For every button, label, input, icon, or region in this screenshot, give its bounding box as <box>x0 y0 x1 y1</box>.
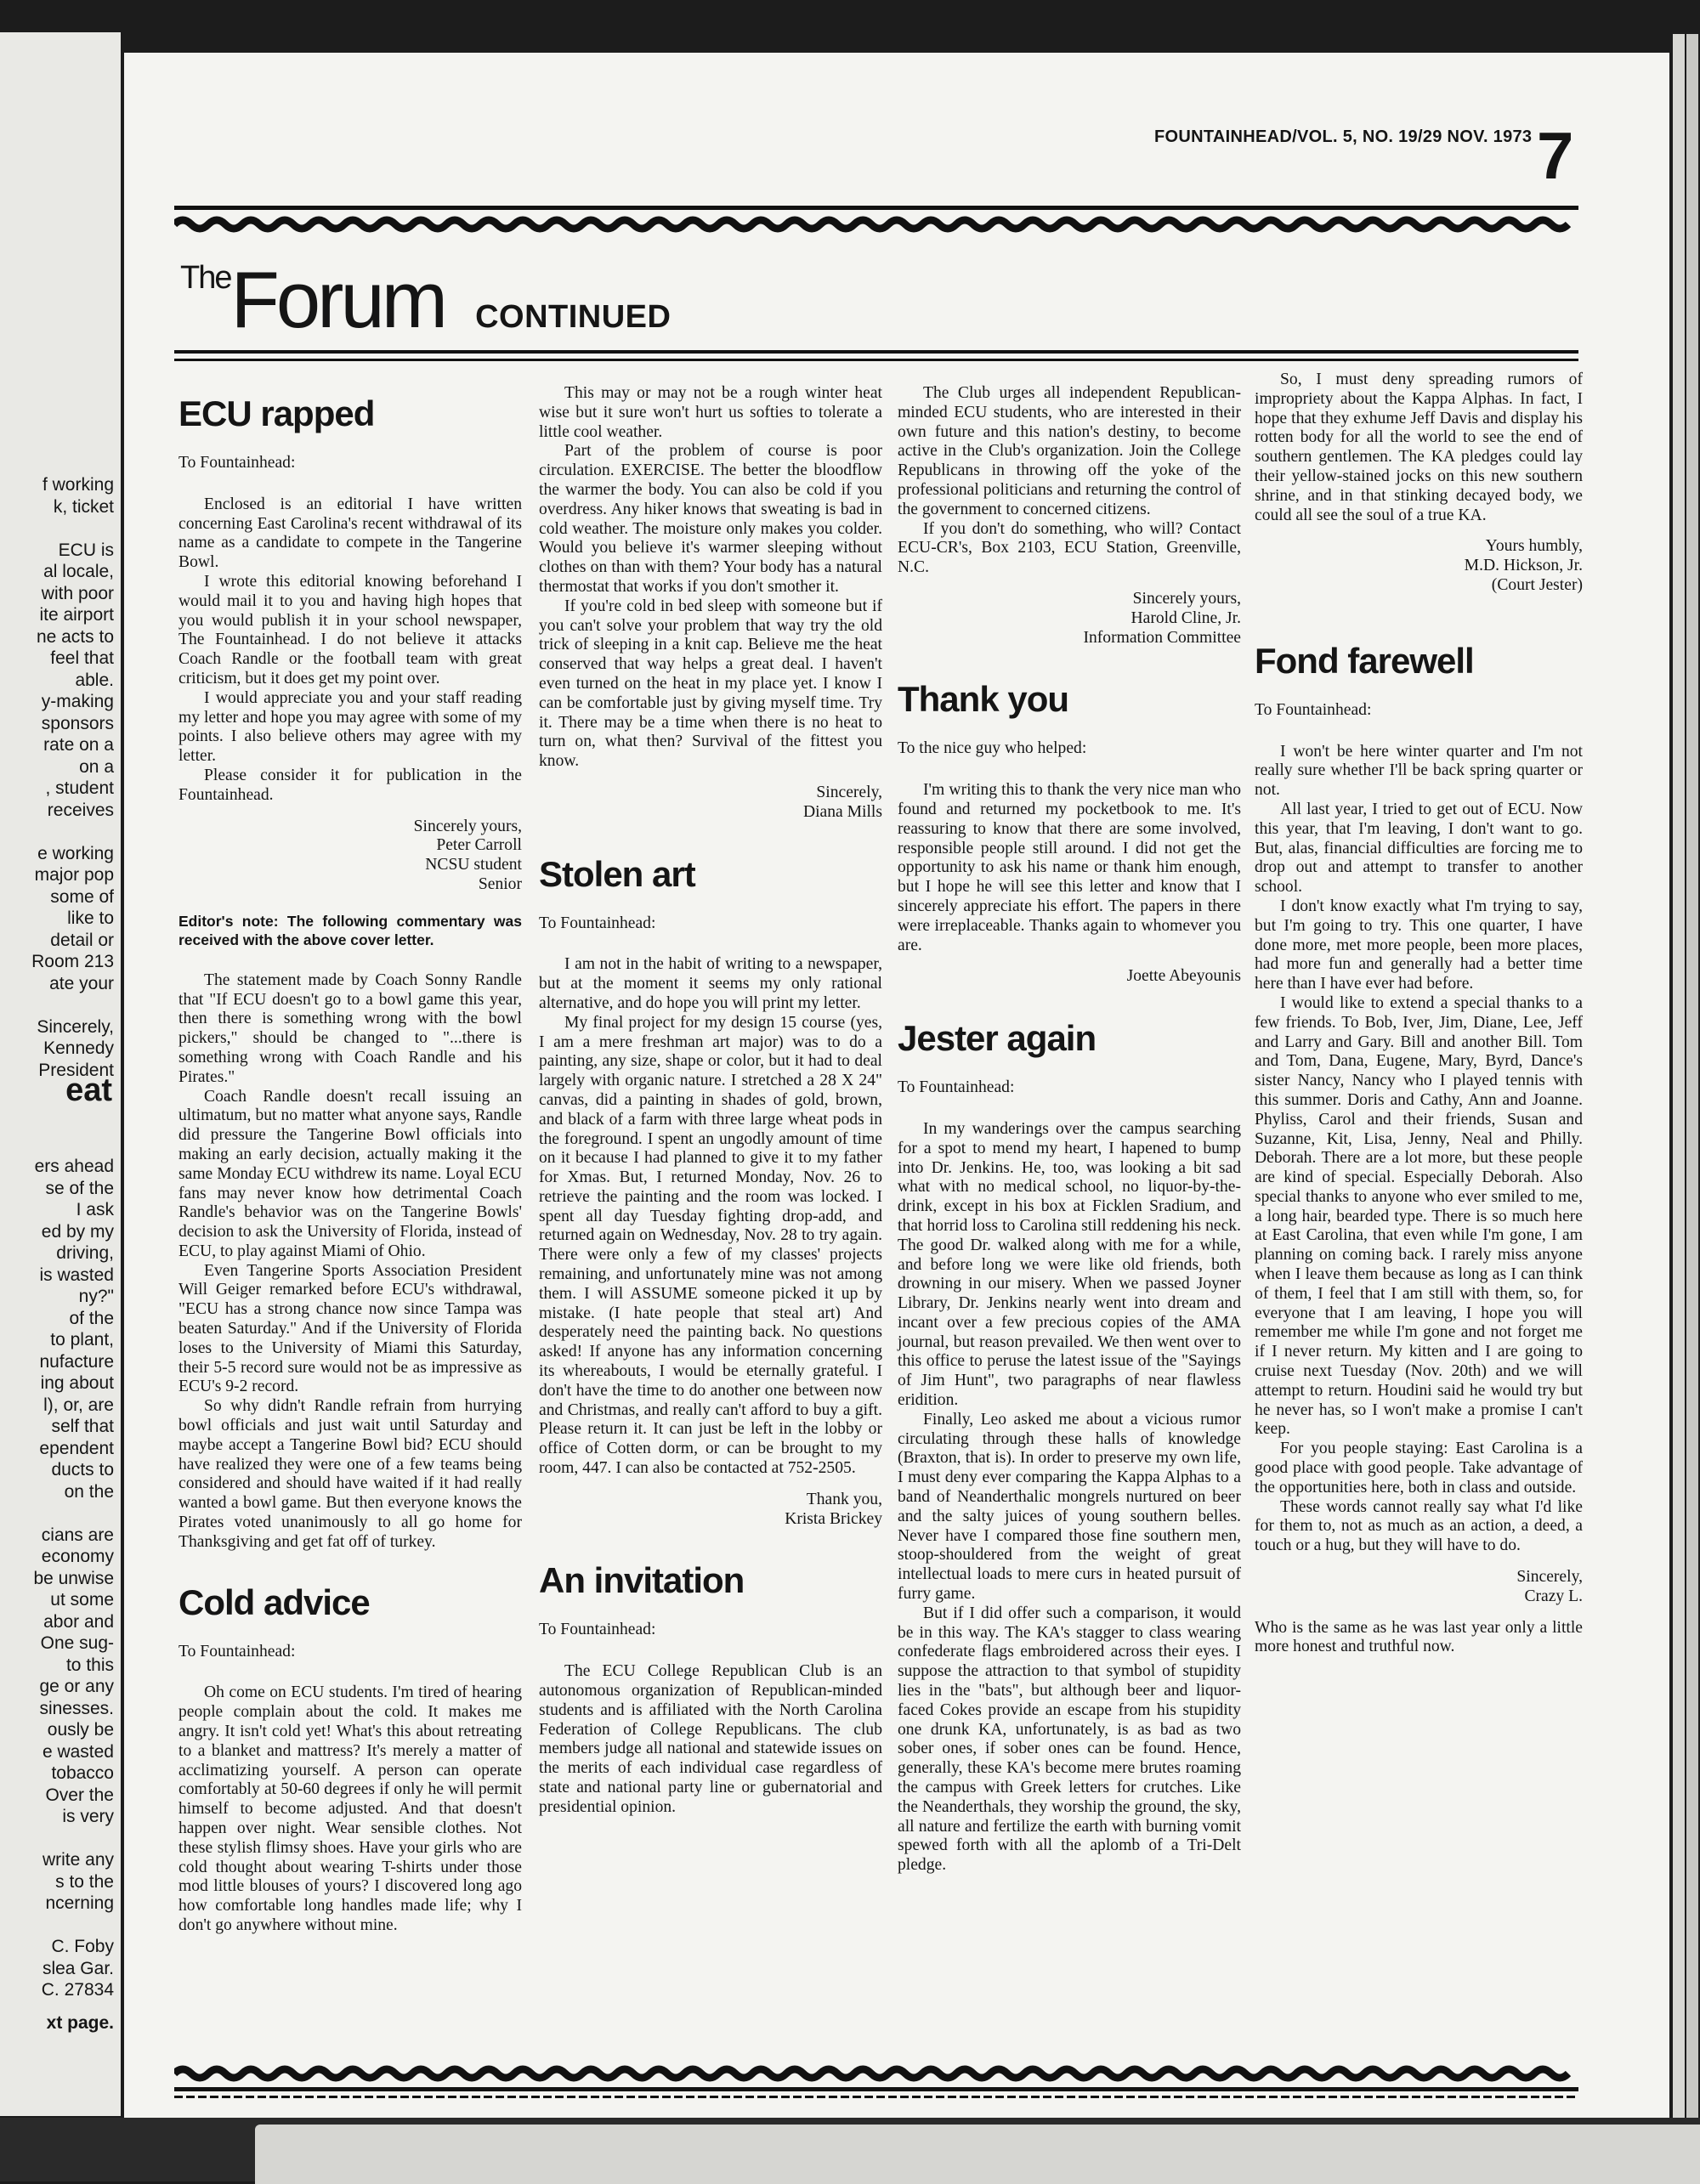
previous-page-line: ECU is <box>58 540 114 560</box>
previous-page-line: al locale, <box>43 562 114 581</box>
previous-page-line: se of the <box>45 1178 114 1198</box>
previous-page-line: rate on a <box>43 735 114 755</box>
paragraph: I would appreciate you and your staff reading my letter and hope you may agree with some of my points. I also believe others may agree with my letter. <box>178 688 522 766</box>
paragraph: These words cannot really say what I'd like for them to, not as much as an action, a deed, a touch or a hug, but they will have to do. <box>1255 1497 1583 1555</box>
signature-line: Senior <box>478 874 522 893</box>
previous-page-line: ing about <box>40 1373 114 1393</box>
signature-line: Diana Mills <box>802 802 882 821</box>
flag-continued: CONTINUED <box>475 299 672 335</box>
signature-line: M.D. Hickson, Jr. <box>1464 557 1583 575</box>
paragraph: The Club urges all independent Republican-minded ECU students, who are interested in their own future and this nation's destiny, to become active in the Club's organization. Join the College Republicans in throwing off the yoke of the professional politicians and returning the control of the government to concerned citizens. <box>898 384 1241 518</box>
signature <box>539 784 882 823</box>
paragraph: So, I must deny spreading rumors of impropriety about the Kappa Alphas. In fact, I hope that they exhume Jeff Davis and display his rotten body for all the world to see the end of southern gentlemen. The KA pledges could lay their yellow-stained jocks on this new southern shrine, and in that stinking decayed body, we could all see the soul of a true KA. <box>1255 371 1583 524</box>
signature-line: Sincerely, <box>816 783 882 801</box>
signature <box>898 967 1241 987</box>
previous-page-line: to this <box>65 1655 114 1675</box>
paragraph: I would like to extend a special thanks to a few friends. To Bob, Iver, Jim, Diane, Lee, Jeff and Larry and Gary. Bill and another Bill. Tom and Tom, Dana, Eugene, Mary, Byrd, Dance's sister Nancy, Nancy who I played tennis with this summer. Doris and Cathy, Ann and Joanne. Phyliss, Carol and their friends, Susan and Suzanne, Kit, Lisa, Jenny, Neal and Philly. Deborah. There are a lot more, but these people are kind of special. Especially Deborah. Also special thanks to anyone who ever smiled to me, a long hair, bearded type. There is so much here at East Carolina, that even while I'm gone, I am planning on coming back. I rarely miss anyone when I leave them because as long as I can think of them, I feel that I am still with them, so, for everyone that I am leaving, I hope you will remember me while I'm gone and not forget me if I never return. My kitten and I are going to cruise next Tuesday (Nov. 20th) and we will attempt to return. Houdini said he would try but he never has, so I won't make a promise I can't keep. <box>1255 993 1583 1439</box>
headline-an-invitation: An invitation <box>539 1560 745 1601</box>
signature-line: NCSU student <box>425 856 522 874</box>
previous-page-line: nufacture <box>39 1351 114 1372</box>
column-1 <box>178 365 522 1936</box>
previous-page-line: cians are <box>41 1525 114 1545</box>
previous-page-line: on a <box>79 756 114 777</box>
previous-page-line: some of <box>50 886 114 907</box>
signature-line: Sincerely yours, <box>413 817 522 835</box>
paragraph: If you're cold in bed sleep with someone but if you can't solve your problem that way try the old trick of sleeping in a knit cap. Believe me the heat conserved that way helps a great deal. I haven't even turned on the heat in my place yet. I know I can be comfortable just by giving myself time. Try it. There may be a time when there is no heat to turn on, what then? Survival of the fittest you know. <box>539 597 882 771</box>
paragraph: Enclosed is an editorial I have written concerning East Carolina's recent withdrawal of its name as a candidate to compete in the Tangerine Bowl. <box>178 495 522 572</box>
previous-page-line: s to the <box>55 1871 114 1892</box>
previous-page-line: Kennedy <box>43 1038 114 1058</box>
signature-line: Sincerely yours, <box>1132 589 1241 608</box>
previous-page-line: C. Foby <box>51 1937 114 1956</box>
previous-page-line: ite airport <box>39 605 114 625</box>
previous-page-line: Room 213 <box>31 952 114 971</box>
paragraph: The ECU College Republican Club is an autonomous organization of Republican-minded students and is affiliated with the North Carolina Federation of College Republicans. The club members judge all national and statewide issues on the merits of each individual case regardless of state and national party line or gubernatorial and presidential opinion. <box>539 1662 882 1816</box>
previous-page-line: of the <box>69 1308 114 1328</box>
scan-bottom-edge <box>0 2118 1700 2181</box>
paragraph: I don't know exactly what I'm trying to say, but I'm going to try. This one quarter, I have done more, met more people, been more places, had more fun and generally had a better time here than I have ever had before. <box>1255 897 1583 993</box>
bottom-rule <box>174 2087 1578 2091</box>
top-rule <box>174 206 1578 210</box>
salutation: To Fountainhead: <box>178 454 296 472</box>
previous-page-line: f working <box>42 475 114 495</box>
headline-fond-farewell: Fond farewell <box>1255 640 1474 681</box>
bottom-dashed-rule <box>174 2096 1578 2098</box>
previous-page-line: write any <box>42 1850 114 1870</box>
signature <box>539 1491 882 1530</box>
previous-page-line: y-making <box>41 692 114 711</box>
bottom-wavy-rule <box>174 2063 1578 2085</box>
paragraph: If you don't do something, who will? Contact ECU-CR's, Box 2103, ECU Station, Greenville, N.C. <box>898 519 1241 577</box>
headline-stolen-art: Stolen art <box>539 853 695 894</box>
previous-page-line: to plant, <box>50 1330 114 1349</box>
signature-line: Joette Abeyounis <box>1126 967 1241 986</box>
paragraph: This may or may not be a rough winter heat wise but it sure won't hurt us softies to tolerate a little cool weather. <box>539 384 882 441</box>
paragraph: But if I did offer such a comparison, it would be in this way. The KA's stagger to class wearing confederate flags embroidered across their eyes. I suppose the attraction to that symbol of stupidity lies in the "bats", but although beer and liquor-faced Cokes provide an escape from his stupidity one drunk KA, unfortunately, is as bad as two sober ones, if sober ones can be found. Hence, generally, these KA's become mere brutes roaming the campus with Greek letters for crutches. Like the Neanderthals, they worship the ground, the sky, all nature and fertilize the earth with burning vomit spewed forth with all the aplomb of a Tri-Delt pledge. <box>898 1604 1241 1875</box>
flag-rule <box>174 350 1578 354</box>
signature-line: Information Committee <box>1083 628 1241 647</box>
previous-page-line: on the <box>64 1481 114 1502</box>
previous-page-continued-note: xt page. <box>46 2013 114 2033</box>
salutation: To Fountainhead: <box>539 914 656 932</box>
column-4 <box>1255 371 1583 1657</box>
previous-page-line: ducts to <box>51 1460 114 1480</box>
previous-page-line: receives <box>47 800 114 820</box>
folio-line: FOUNTAINHEAD/VOL. 5, NO. 19/29 NOV. 1973 <box>1154 127 1533 146</box>
salutation: To Fountainhead: <box>1255 700 1372 719</box>
paragraph: Coach Randle doesn't recall issuing an ultimatum, but no matter what anyone says, Randle did pressure the Tangerine Bowl officials into making an early decision, actually making it the same Monday ECU withdrew its name. Loyal ECU fans may never know how detrimental Coach Randle's behavior was on the Tangerine Bowls' decision to ask the University of Florida, instead of ECU, to play against Miami of Ohio. <box>178 1087 522 1260</box>
paragraph: Even Tangerine Sports Association President Will Geiger remarked before ECU's withdrawal, "ECU has a strong chance now since Tampa was beaten Saturday." And if the University of Florida loses to the University of Miami this Saturday, their 5-5 record sure would not be as impressive as ECU's 9-2 record. <box>178 1261 522 1396</box>
previous-page-line: e wasted <box>42 1741 114 1762</box>
headline-ecu-rapped: ECU rapped <box>178 393 375 433</box>
previous-page-line: e working <box>37 843 114 863</box>
previous-page-line: self that <box>51 1417 114 1436</box>
paragraph: I won't be here winter quarter and I'm not really sure whether I'll be back spring quarter or not. <box>1255 742 1583 800</box>
headline-thank-you: Thank you <box>898 679 1069 720</box>
previous-page-line: ously be <box>47 1720 114 1740</box>
paragraph: All last year, I tried to get out of ECU. Now this year, that I'm leaving, I don't want to go. But, alas, financial difficulties are forcing me to drop out and attempt to transfer to another school. <box>1255 800 1583 897</box>
previous-page-line: ate your <box>49 973 114 993</box>
salutation: To the nice guy who helped: <box>898 739 1087 758</box>
paragraph: So why didn't Randle refrain from hurrying bowl officials and just wait until Saturday and maybe accept a Tangerine Bowl bid? ECU should have realized they were one of a few teams being considered and should have waited if it had really wanted a bowl game. But then everyone knows the Pirates voted unanimously to all go home for Thanksgiving and get fat off of turkey. <box>178 1397 522 1551</box>
previous-page-headline-fragment: eat <box>65 1072 112 1108</box>
paragraph: I am not in the habit of writing to a newspaper, but at the moment it seems my only rational alternative, and do hope you will print my letter. <box>539 955 882 1012</box>
paragraph: Part of the problem of course is poor circulation. EXERCISE. The better the bloodflow the warmer the body. You can also be cold if you overdress. Any hiker knows that sweating is bad in cold weather. The moisture only makes you colder. Would you believe it's warmer sleeping without clothes on than with them? Your body has a natural thermostat that works if you don't smother it. <box>539 442 882 596</box>
paragraph: I wrote this editorial knowing beforehand I would mail it to you and having high hopes that you would publish it in your school newspaper, The Fountainhead. I do not believe it attacks Coach Randle or the football team with great criticism, but it does get my point over. <box>178 572 522 687</box>
signature-line: Thank you, <box>806 1490 882 1508</box>
previous-page-line: like to <box>67 908 114 928</box>
previous-page-line: is very <box>62 1807 114 1826</box>
underlying-page <box>255 2125 1700 2184</box>
signature-line: Peter Carroll <box>436 836 522 855</box>
paragraph: I'm writing this to thank the very nice man who found and returned my pocketbook to me. It's reassuring to know that there are some involved, responsible people still around. I did not get the opportunity to ask his name or thank him enough, but I hope he will see this letter and know that I sincerely appreciate his effort. The papers in there were irreplaceable. Thanks again to whomever you are. <box>898 781 1241 954</box>
previous-page-line: One sug- <box>40 1633 114 1653</box>
previous-page-line: driving, <box>56 1243 114 1263</box>
previous-page-line: ut some <box>50 1590 114 1610</box>
previous-page-line: , student <box>45 778 114 798</box>
previous-page-line: abor and <box>43 1611 114 1632</box>
previous-page-line: major pop <box>34 865 114 885</box>
column-2 <box>539 384 882 1818</box>
previous-page-line: C. 27834 <box>41 1980 114 2000</box>
salutation: To Fountainhead: <box>178 1642 296 1661</box>
signature-line: Krista Brickey <box>785 1509 882 1528</box>
signature <box>898 590 1241 648</box>
section-flag <box>180 255 672 344</box>
signature <box>178 818 522 895</box>
paragraph: Please consider it for publication in the Fountainhead. <box>178 766 522 804</box>
previous-page-line: sinesses. <box>39 1698 114 1718</box>
paragraph: Oh come on ECU students. I'm tired of hearing people complain about the cold. It makes me angry. It isn't cold yet! What's this about retreating to a blanket and mattress? It's merely a matter of acclimatizing yourself. A person can operate comfortably at 50-60 degrees if only he will permit himself to become adjusted. And that doesn't happen over night. Wear sensible clothes. Not these stylish flimsy shoes. Have your girls who are cold thought about wearing T-shirts under those mod little blouses of yours? I discovered long ago how comfortable long handles made life; why I don't go anywhere without mine. <box>178 1683 522 1934</box>
top-wavy-rule <box>174 212 1578 235</box>
previous-page-line: ed by my <box>41 1221 114 1242</box>
previous-page-edge <box>0 32 121 2116</box>
signature-line: Harold Cline, Jr. <box>1130 608 1241 627</box>
previous-page-line: l), or, are <box>43 1395 114 1415</box>
previous-page-line: detail or <box>50 930 114 950</box>
previous-page-line: economy <box>41 1547 114 1566</box>
signature-line: Yours humbly, <box>1485 537 1583 556</box>
previous-page-line: ers ahead <box>34 1157 114 1176</box>
previous-page-line: tobacco <box>51 1763 114 1783</box>
paragraph: For you people staying: East Carolina is a good place with good people. Take advantage of the opportunities here, both in class and outside. <box>1255 1440 1583 1497</box>
previous-page-line: ncerning <box>45 1893 114 1913</box>
previous-page-line: I ask <box>76 1200 114 1219</box>
page-number: 7 <box>1537 118 1574 193</box>
previous-page-line: ependent <box>39 1438 114 1458</box>
paragraph: My final project for my design 15 course (yes, I am a mere freshman art major) was to do a painting, any size, shape or color, but it had to deal largely with organic nature. I stretched a 28 X 24" canvas, did a painting in shades of gold, brown, and black of a farm with three large wheat pods in the foreground. I spent an ungodly amount of time on it because I had planned to give it to my father for Xmas. But, I returned Monday, Nov. 26 to retrieve the painting and the room was locked. I spent all day Tuesday fighting drop-add, and returned again on Wednesday, Nov. 28 to try again. There were only a few of my classes' projects remaining, and unfortunately mine was not among them. I will ASSUME someone picked it up by mistake. (I hate people that steal art) And desperately need the painting back. No questions asked! If anyone has any information concerning its whereabouts, I would be eternally grateful. I don't have the time to do another one between now and Christmas, and really can't afford to buy a gift. Please return it. It can just be left in the lobby or office of Cotten dorm, or can be brought to my room, 447. I can also be contacted at 752-2505. <box>539 1013 882 1478</box>
previous-page-line: sponsors <box>41 713 114 733</box>
paragraph: In my wanderings over the campus searching for a spot to mend my heart, I hapened to bump into Dr. Jenkins. He, too, was looking a bit sad what with no medical school, no liquor-by-the-drink, except in his box at Ficklen Sradium, and that horrid loss to Carolina still reddening his neck. The good Dr. walked along with me for a while, and before long we were like old friends, both drowning in our misery. When we passed Joyner Library, Dr. Jenkins nearly went into dream and incant over a few precious copies of the AMA journal, but reason prevailed. We then went over to this office to peruse the latest issue of the "Sayings of Jim Hunt", two paragraphs of near flawless eridition. <box>898 1119 1241 1410</box>
paragraph: The statement made by Coach Sonny Randle that "If ECU doesn't go to a bowl game this year, then there is something wrong with the bowl pickers," should be changed to "...there is something wrong with Coach Randle and his Pirates." <box>178 970 522 1086</box>
signature <box>1255 1568 1583 1607</box>
paragraph: Finally, Leo asked me about a vicious rumor circulating through these halls of knowledge (Braxton, that is). In order to preserve my own life, I must deny ever comparing the Kappa Alphas to a band of Neanderthalic mongrels nurtured on beer and the salty juices of young southern belles. Never have I compared those fine southern men, stoop-shouldered from the weight of great intellectual loads to mere curs in heated pursuit of furry game. <box>898 1410 1241 1604</box>
flag-rule-thin <box>174 359 1578 361</box>
salutation: To Fountainhead: <box>898 1078 1015 1097</box>
previous-page-line: is wasted <box>39 1265 114 1285</box>
previous-page-line: k, ticket <box>53 496 114 517</box>
headline-jester-again: Jester again <box>898 1018 1096 1059</box>
editors-note: Editor's note: The following commentary was received with the above cover letter. <box>178 912 522 948</box>
previous-page-line: ny?" <box>78 1287 114 1306</box>
previous-page-line: ge or any <box>39 1677 114 1696</box>
previous-page-line: Over the <box>45 1785 114 1805</box>
previous-page-line: able. <box>75 670 114 690</box>
postscript: Who is the same as he was last year only a little more honest and truthful now. <box>1255 1618 1583 1656</box>
flag-the: The <box>180 260 231 296</box>
signature-line: (Court Jester) <box>1491 575 1583 594</box>
flag-forum: Forum <box>230 255 445 344</box>
page-edge <box>1686 34 1698 2133</box>
headline-cold-advice: Cold advice <box>178 1581 370 1622</box>
previous-page-line: ne acts to <box>36 626 114 647</box>
previous-page-line: President <box>38 1060 114 1080</box>
signature-line: Crazy L. <box>1524 1587 1583 1605</box>
signature-line: Sincerely, <box>1516 1568 1583 1587</box>
salutation: To Fountainhead: <box>539 1621 656 1639</box>
previous-page-line: be unwise <box>33 1568 114 1588</box>
previous-page-line: with poor <box>41 583 114 603</box>
column-3 <box>898 384 1241 1876</box>
previous-page-line: feel that <box>50 648 114 668</box>
page-edge <box>1673 34 1685 2133</box>
previous-page-line: Sincerely, <box>37 1016 114 1037</box>
signature <box>1255 537 1583 595</box>
previous-page-line: slea Gar. <box>42 1958 114 1978</box>
